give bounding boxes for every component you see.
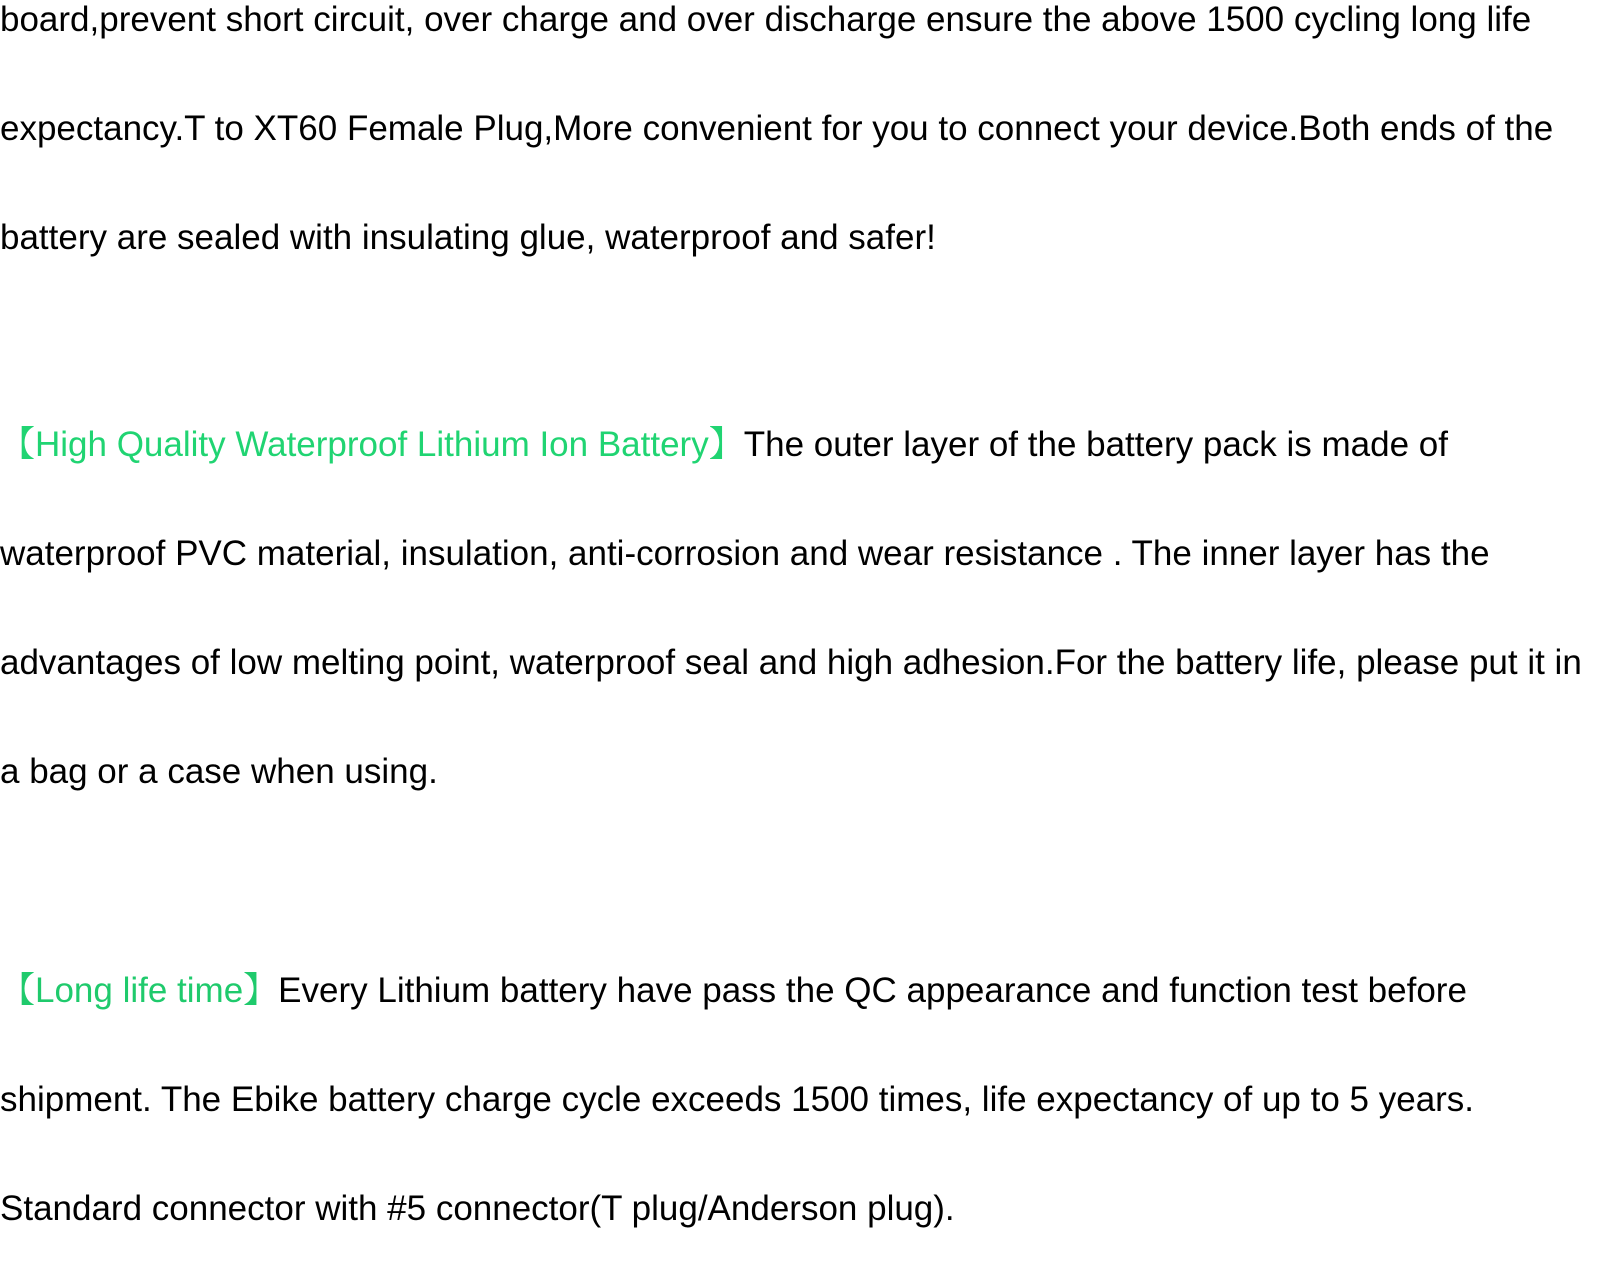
paragraph-intro-text: board,prevent short circuit, over charge and over discharge ensure the above 1500 cycling long life expectancy.T to XT60 Female Plug,More convenient for you to connect your device.Both ends of the battery are sealed with insulating glue, waterproof and safer!	[0, 0, 1554, 257]
paragraph-waterproof-battery	[0, 390, 1595, 826]
paragraph-waterproof-battery-text: The outer layer of the battery pack is made of waterproof PVC material, insulation, anti-corrosion and wear resistance . The inner layer has the advantages of low melting point, waterproof seal and high adhesion.For the battery life, please put it in a bag or a case when using.	[0, 425, 1582, 791]
heading-waterproof-battery: 【High Quality Waterproof Lithium Ion Battery】	[0, 425, 744, 464]
paragraph-long-life-time-text: Every Lithium battery have pass the QC appearance and function test before shipment. The Ebike battery charge cycle exceeds 1500 times, life expectancy of up to 5 years. Standard connector with #5 connector(T plug/Anderson plug).	[0, 971, 1475, 1228]
paragraph-intro	[0, 0, 1595, 292]
paragraph-long-life-time	[0, 936, 1595, 1263]
heading-long-life-time: 【Long life time】	[0, 971, 279, 1010]
